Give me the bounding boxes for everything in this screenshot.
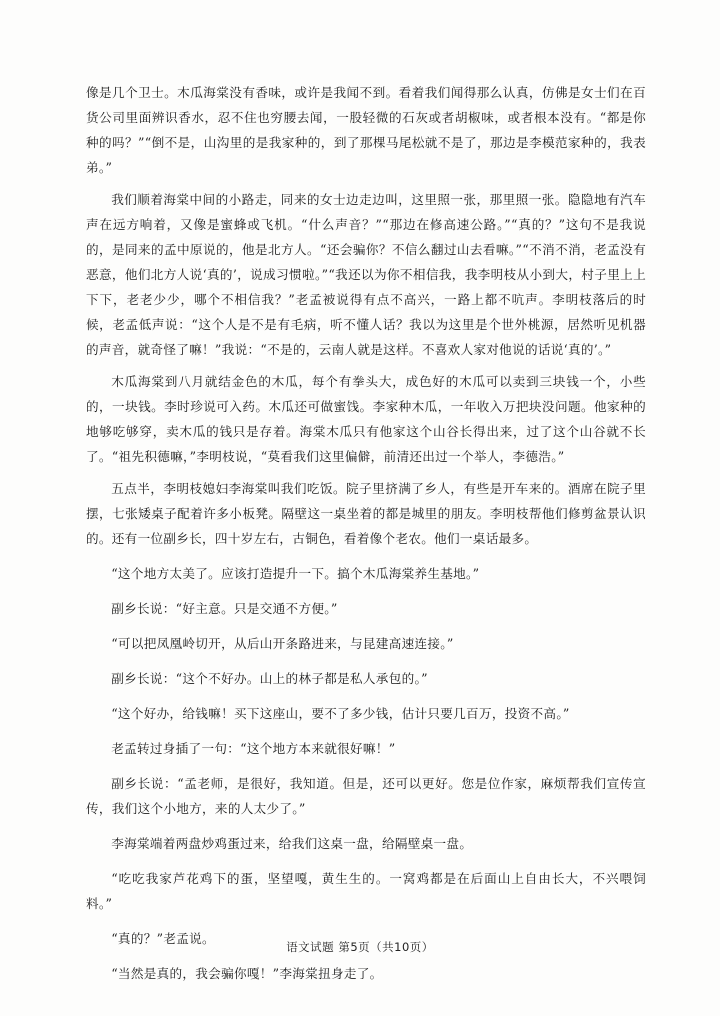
paragraph-10: 老孟转过身插了一句：“这个地方本来就很好嘛！”: [111, 741, 396, 756]
paragraph-13: “吃吃我家芦花鸡下的蛋，坚望嘎，黄生生的。一窝鸡都是在后面山上自由长大，不兴喂饲料。”: [86, 871, 646, 911]
paragraph-9: “这个好办，给钱嘛！买下这座山，要不了多少钱，估计只要几百万，投资不高。”: [111, 706, 570, 721]
paragraph-15: “当然是真的，我会骗你嘎！”李海棠扭身走了。: [111, 966, 383, 981]
paragraph-8: 副乡长说：“这个不好办。山上的林子都是私人承包的。”: [111, 671, 428, 686]
passage-body: [86, 80, 646, 986]
paragraph-3: 木瓜海棠到八月就结金色的木瓜，每个有拳头大，成色好的木瓜可以卖到三块钱一个，小些的，一块钱。李时珍说可入药。木瓜还可做蜜饯。李家种木瓜，一年收入万把块没问题。他家种的地够吃够穿，卖木瓜的钱只是存着。海棠木瓜只有他家这个山谷长得出来，过了这个山谷就不长了。“祖先积德嘛，”李明枝说，“莫看我们这里偏僻，前清还出过一个举人，李德浩。”: [86, 374, 646, 464]
paragraph-14: “真的？”老孟说。: [111, 931, 215, 946]
paragraph-11: 副乡长说：“孟老师，是很好，我知道。但是，还可以更好。您是位作家，麻烦帮我们宣传宣传，我们这个小地方，来的人太少了。”: [86, 776, 646, 816]
paragraph-4: 五点半，李明枝媳妇李海棠叫我们吃饭。院子里挤满了乡人，有些是开车来的。酒席在院子里摆，七张矮桌子配着许多小板凳。隔壁这一桌坐着的都是城里的朋友。李明枝帮他们修剪盆景认识的。还有一位副乡长，四十岁左右，古铜色，看着像个老农。他们一桌话最多。: [86, 481, 646, 546]
paragraph-2: 我们顺着海棠中间的小路走，同来的女士边走边叫，这里照一张，那里照一张。隐隐地有汽车声在远方响着，又像是蜜蜂或飞机。“什么声音？”“那边在修高速公路。”“真的？”这句不是我说的，是同来的孟中原说的，他是北方人。“还会骗你？不信么翻过山去看嘛。”“不消不消，老孟没有恶意，他们北方人说‘真的’，说成习惯啦。”“我还以为你不相信我，我李明枝从小到大，村子里上上下下，老老少少，哪个不相信我？”老孟被说得有点不高兴，一路上都不吭声。李明枝落后的时候，老孟低声说：“这个人是不是有毛病，听不懂人话？我以为这里是个世外桃源，居然听见机器的声音，就奇怪了嘛！”我说：“不是的，云南人就是这样。不喜欢人家对他说的话说‘真的’。”: [86, 192, 646, 357]
paragraph-12: 李海棠端着两盘炒鸡蛋过来，给我们这桌一盘，给隔壁桌一盘。: [111, 836, 473, 851]
paragraph-7: “可以把凤凰岭切开，从后山开条路进来，与昆建高速连接。”: [111, 636, 454, 651]
paragraph-6: 副乡长说：“好主意。只是交通不方便。”: [111, 601, 338, 616]
paragraph-5: “这个地方太美了。应该打造提升一下。搞个木瓜海棠养生基地。”: [111, 566, 480, 581]
page-footer: 语文试题 第5页（共10页）: [286, 940, 434, 954]
paragraph-1: 像是几个卫士。木瓜海棠没有香味，或许是我闻不到。看着我们闻得那么认真，仿佛是女士们在百货公司里面辨识香水，忍不住也穷腰去闻，一股轻微的石灰或者胡椒味，或者根本没有。“都是你种的吗？”“倒不是，山沟里的是我家种的，到了那棵马尾松就不是了，那边是李模范家种的，我表弟。”: [86, 85, 646, 175]
